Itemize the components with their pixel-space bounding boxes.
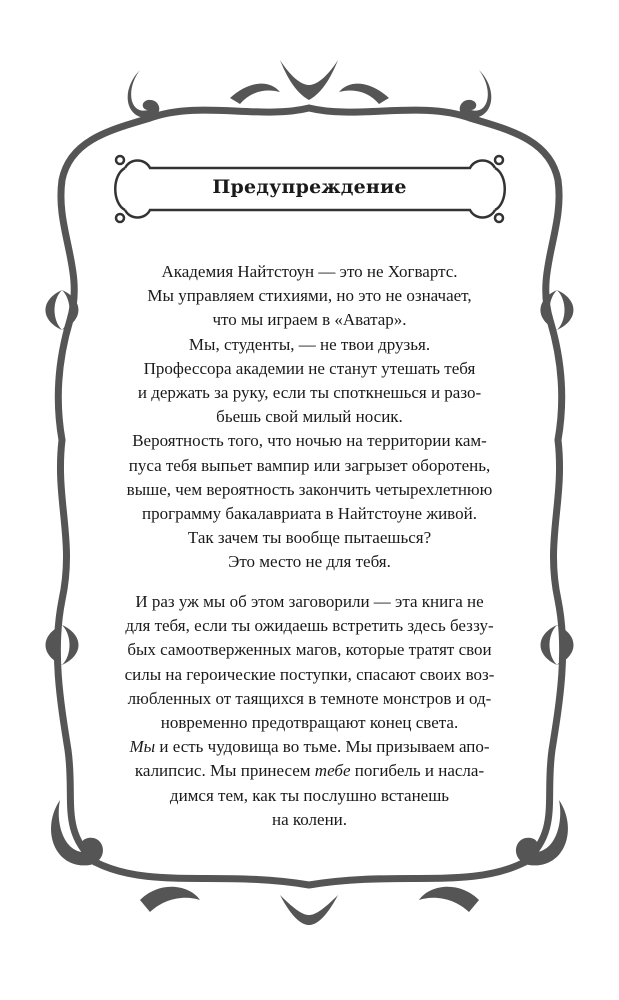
- text-line: бьешь свой милый носик.: [216, 407, 403, 427]
- text-line: Мы, студенты, — не твои друзья.: [188, 334, 431, 354]
- emphasis-text: Мы: [129, 737, 156, 757]
- text-fragment: калипсис. Мы принесем: [134, 761, 315, 781]
- text-line: что мы играем в «Аватар».: [212, 310, 407, 330]
- text-line: выше, чем вероятность закончить четырехлетнюю: [126, 479, 493, 499]
- text-line: И раз уж мы об этом заговорили — эта книга не: [135, 592, 484, 611]
- text-fragment: погибель и насла-: [350, 761, 485, 781]
- text-line: Академия Найтстоун — это не Хогвартс.: [161, 262, 458, 281]
- text-line: Так зачем ты вообще пытаешься?: [187, 528, 432, 548]
- paragraph-book-warning: [88, 590, 531, 832]
- page-title: Предупреждение: [212, 176, 407, 198]
- text-line: и держать за руку, если ты споткнешься и разо-: [137, 383, 482, 403]
- text-line: пуса тебя выпьет вампир или загрызет оборотень,: [128, 455, 491, 475]
- paragraph-warning: [88, 260, 531, 575]
- text-line: Профессора академии не станут утешать тебя: [143, 358, 476, 378]
- text-line: димся тем, как ты послушно встанешь: [169, 785, 450, 805]
- text-line: Вероятность того, что ночью на территории кам-: [132, 431, 487, 451]
- text-line: бых самоотверженных магов, которые тратят свои: [127, 640, 492, 660]
- text-line: Это место не для тебя.: [228, 552, 391, 572]
- text-line: новременно предотвращают конец света.: [160, 713, 459, 733]
- text-line: Мы управляем стихиями, но это не означает,: [147, 286, 472, 306]
- text-line: [88, 735, 531, 759]
- text-line: для тебя, если ты ожидаешь встретить здесь беззу-: [125, 616, 494, 636]
- text-line: на колени.: [271, 809, 348, 829]
- text-line: [88, 759, 531, 783]
- text-line: программу бакалавриата в Найтстоуне живой.: [142, 504, 477, 524]
- text-line: силы на героические поступки, спасают своих воз-: [124, 664, 495, 684]
- emphasis-text: тебе: [314, 761, 351, 781]
- text-line: любленных от таящихся в темноте монстров и од-: [127, 688, 492, 708]
- text-fragment: и есть чудовища во тьме. Мы призываем апо-: [155, 737, 490, 757]
